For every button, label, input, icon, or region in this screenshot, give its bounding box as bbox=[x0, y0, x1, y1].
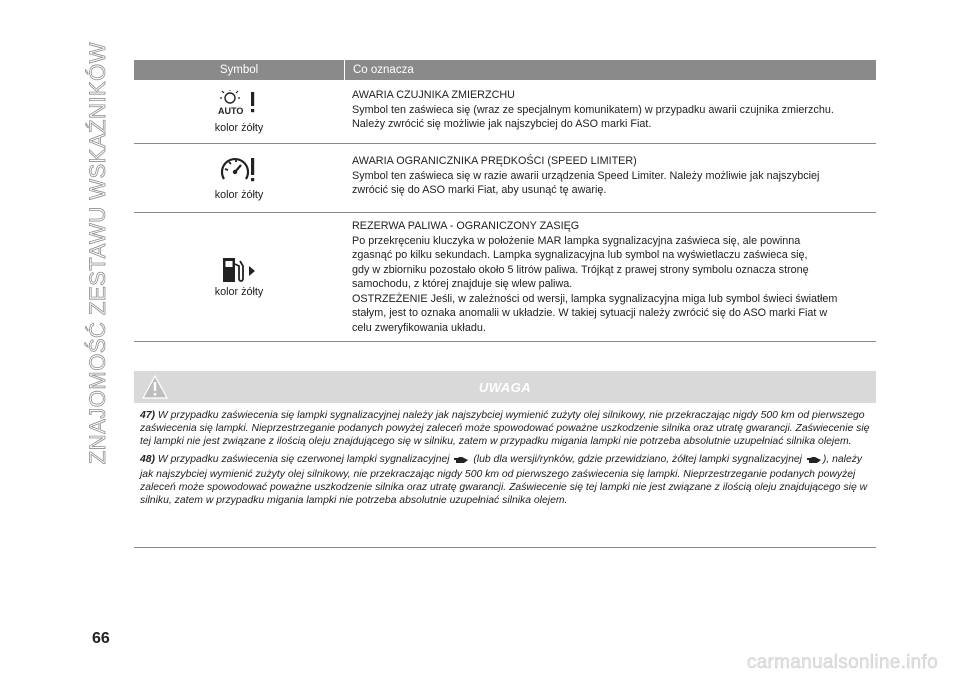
row-text: Po przekręceniu kluczyka w położenie MAR lampka sygnalizacyjna zaświeca się, ale powinna bbox=[352, 234, 801, 247]
page-number: 66 bbox=[92, 630, 110, 647]
symbol-table bbox=[134, 60, 876, 342]
note-47 bbox=[140, 409, 870, 449]
warning-body bbox=[134, 403, 876, 507]
table-header bbox=[134, 60, 876, 80]
meaning-cell bbox=[344, 80, 876, 143]
row-text: zwrócić się do ASO marki Fiat, aby usunąć tę awarię. bbox=[352, 184, 607, 196]
note-48 bbox=[140, 453, 870, 508]
note-text: W przypadku zaświecenia się lampki sygnalizacyjnej należy jak najszybciej wymienić zużyty olej silnikowy, nie przekraczając nigdy 500 km od pierwszego zaświecenia się lampki. Nieprzestrzeganie podanych powyżej zaleceń może spowodować poważne uszkodzenie silnika oraz utratę gwarancji. Zaświecenie się tej lampki nie jest związane z ilością oleju znajdującego się w silniku, zatem w przypadku migania lampki nie potrzeba absolutnie uzupełniać silnika olejem. bbox=[140, 410, 870, 448]
table-row bbox=[134, 213, 876, 342]
warning-header bbox=[134, 371, 876, 403]
table-row bbox=[134, 144, 876, 213]
note-number: 47) bbox=[140, 410, 156, 421]
note-text: Nieprzestrzeganie podanych powyżej zaleceń może spowodować poważne uszkodzenie silnika oraz utratę gwarancji. Zaświecenie się tej lampki nie jest związane z ilością oleju znajdującego się w silniku, zatem w przypadku migania lampki nie potrzeba absolutnie uzupełniać silnika olejem. bbox=[140, 468, 868, 507]
table-row bbox=[134, 80, 876, 144]
speed-limiter-warning-icon bbox=[219, 155, 259, 187]
svg-text:AUTO: AUTO bbox=[218, 105, 244, 116]
row-text: Symbol ten zaświeca się (wraz ze specjalnym komunikatem) w przypadku awarii czujnika zmierzchu. bbox=[352, 103, 834, 116]
row-text: OSTRZEŻENIE Jeśli, w zależności od wersji, lampka sygnalizacyjna miga lub symbol świeci światłem bbox=[352, 292, 838, 305]
row-text: stałym, jest to oznaka anomalii w układzie. W takiej sytuacji należy zwrócić się do ASO marki Fiat w bbox=[352, 307, 828, 319]
row-text: Należy zwrócić się możliwie jak najszybciej do ASO marki Fiat. bbox=[352, 118, 652, 130]
oil-can-icon bbox=[806, 455, 822, 468]
row-text: gdy w zbiorniku pozostało około 5 litrów paliwa. Trójkąt z prawej strony symbolu oznacza stronę bbox=[352, 263, 809, 276]
symbol-cell bbox=[134, 144, 344, 212]
color-label: kolor żółty bbox=[214, 189, 264, 201]
note-text: W przypadku zaświecenia się czerwonej lampki sygnalizacyjnej bbox=[157, 453, 450, 465]
note-text: (lub dla wersji/rynków, gdzie przewidziano, żółtej lampki sygnalizacyjnej bbox=[473, 453, 802, 465]
header-meaning: Co oznacza bbox=[353, 64, 414, 76]
meaning-cell bbox=[344, 144, 876, 212]
section-title-text: ZNAJOMOŚĆ ZESTAWU WSKAŹNIKÓW bbox=[85, 42, 110, 465]
section-title bbox=[85, 42, 110, 465]
row-text: Symbol ten zaświeca się w razie awarii urządzenia Speed Limiter. Należy możliwie jak najszybciej bbox=[352, 169, 820, 182]
row-text: zgasnąć po kilku sekundach. Lampka sygnalizacyjna lub symbol na wyświetlaczu zaświeca się, bbox=[352, 249, 808, 261]
color-label: kolor żółty bbox=[214, 286, 264, 298]
note-text: ), należy jak najszybciej wymienić zużyty olej silnikowy, nie przekraczając nigdy 500 km od pierwszego zaświecenia się lampki. bbox=[140, 453, 863, 480]
symbol-cell bbox=[134, 80, 344, 143]
row-text: celu zweryfikowania układu. bbox=[352, 321, 486, 334]
meaning-cell bbox=[344, 213, 876, 341]
header-symbol: Symbol bbox=[134, 60, 345, 80]
row-text: samochodu, z której znajduje się wlew paliwa. bbox=[352, 278, 573, 290]
fuel-reserve-icon bbox=[220, 256, 258, 284]
note-number: 48) bbox=[140, 453, 156, 465]
warning-box bbox=[134, 371, 876, 548]
row-title: REZERWA PALIWA - OGRANICZONY ZASIĘG bbox=[352, 220, 580, 232]
auto-sensor-warning-icon bbox=[217, 90, 261, 120]
row-title: AWARIA OGRANICZNIKA PRĘDKOŚCI (SPEED LIMITER) bbox=[352, 155, 637, 167]
warning-title: UWAGA bbox=[478, 379, 532, 395]
color-label: kolor żółty bbox=[214, 121, 264, 134]
watermark: carmanualsonline.info bbox=[746, 652, 938, 673]
symbol-cell bbox=[134, 213, 344, 341]
oil-can-icon bbox=[453, 455, 469, 468]
warning-triangle-icon bbox=[142, 375, 168, 404]
row-title: AWARIA CZUJNIKA ZMIERZCHU bbox=[352, 89, 515, 101]
